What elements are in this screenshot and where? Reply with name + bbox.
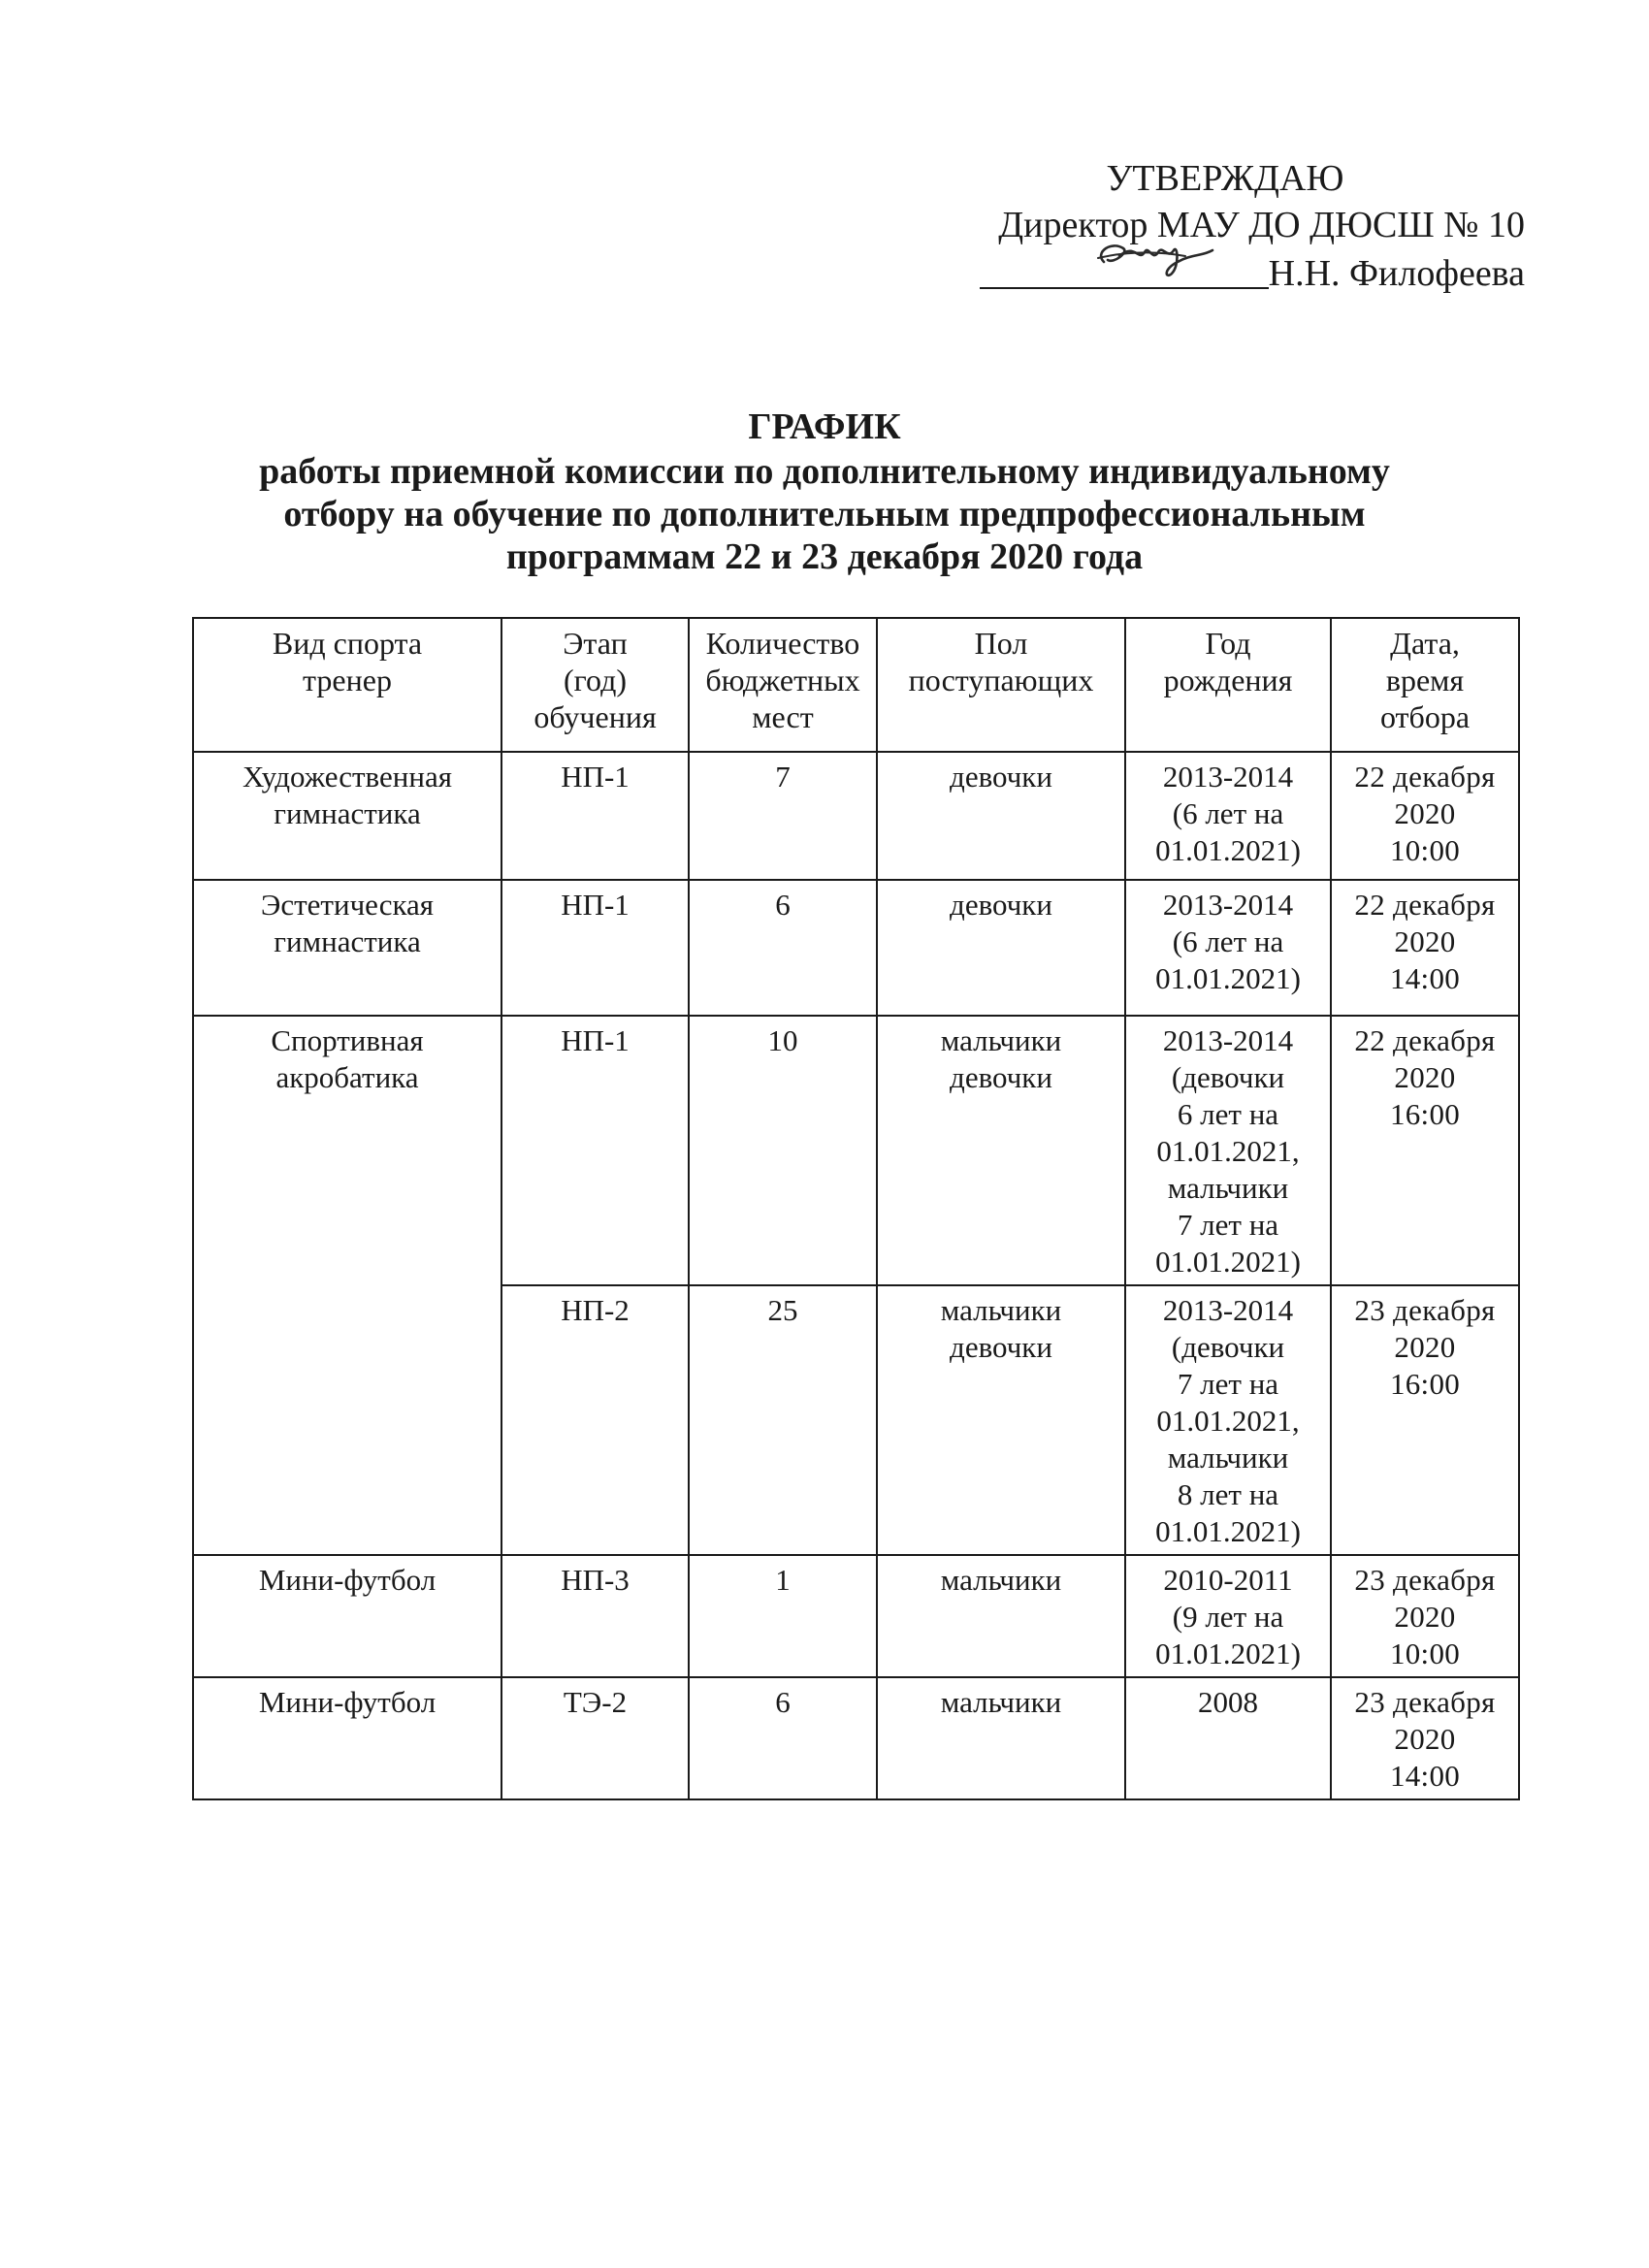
- cell-date-time: 22 декабря 2020 10:00: [1331, 752, 1519, 880]
- cell-stage: НП-1: [501, 880, 689, 1016]
- header-stage: Этап (год) обучения: [501, 618, 689, 752]
- cell-seats: 6: [689, 1677, 877, 1799]
- cell-stage: ТЭ-2: [501, 1677, 689, 1799]
- signature-icon: [1084, 223, 1220, 285]
- cell-sport: Эстетическая гимнастика: [193, 880, 501, 1016]
- approval-block: [904, 155, 1525, 297]
- cell-date-time: 23 декабря 2020 16:00: [1331, 1285, 1519, 1555]
- approval-title: УТВЕРЖДАЮ: [1106, 158, 1344, 199]
- document-title: ГРАФИК: [748, 406, 901, 447]
- cell-seats: 10: [689, 1016, 877, 1285]
- header-gender: Пол поступающих: [877, 618, 1125, 752]
- header-sport: Вид спорта тренер: [193, 618, 501, 752]
- document-subtitle-line-1: работы приемной комиссии по дополнительному индивидуальному: [259, 451, 1390, 492]
- table-row: [193, 1016, 1519, 1285]
- cell-birth-year: 2013-2014 (6 лет на 01.01.2021): [1125, 880, 1331, 1016]
- header-seats: Количество бюджетных мест: [689, 618, 877, 752]
- signature-line: [980, 248, 1269, 289]
- document-subtitle-line-3: программам 22 и 23 декабря 2020 года: [505, 536, 1144, 577]
- cell-date-time: 23 декабря 2020 10:00: [1331, 1555, 1519, 1677]
- cell-birth-year: 2008: [1125, 1677, 1331, 1799]
- cell-date-time: 22 декабря 2020 16:00: [1331, 1016, 1519, 1285]
- table-row: [193, 1555, 1519, 1677]
- cell-sport: Спортивная акробатика: [193, 1016, 501, 1555]
- cell-date-time: 22 декабря 2020 14:00: [1331, 880, 1519, 1016]
- cell-stage: НП-1: [501, 1016, 689, 1285]
- cell-stage: НП-3: [501, 1555, 689, 1677]
- cell-sport: Художественная гимнастика: [193, 752, 501, 880]
- cell-birth-year: 2010-2011 (9 лет на 01.01.2021): [1125, 1555, 1331, 1677]
- approval-position: Директор МАУ ДО ДЮСШ № 10: [998, 205, 1525, 245]
- cell-birth-year: 2013-2014 (6 лет на 01.01.2021): [1125, 752, 1331, 880]
- cell-seats: 25: [689, 1285, 877, 1555]
- cell-gender: мальчики: [877, 1677, 1125, 1799]
- cell-gender: девочки: [877, 880, 1125, 1016]
- table-row: [193, 880, 1519, 1016]
- cell-birth-year: 2013-2014 (девочки 6 лет на 01.01.2021, мальчики 7 лет на 01.01.2021): [1125, 1016, 1331, 1285]
- cell-birth-year: 2013-2014 (девочки 7 лет на 01.01.2021, мальчики 8 лет на 01.01.2021): [1125, 1285, 1331, 1555]
- cell-seats: 7: [689, 752, 877, 880]
- cell-seats: 1: [689, 1555, 877, 1677]
- document-subtitle-line-2: отбору на обучение по дополнительным предпрофессиональным: [283, 494, 1366, 535]
- cell-gender: мальчики девочки: [877, 1016, 1125, 1285]
- header-date-time: Дата, время отбора: [1331, 618, 1519, 752]
- schedule-table: [192, 617, 1520, 1800]
- cell-gender: девочки: [877, 752, 1125, 880]
- cell-sport: Мини-футбол: [193, 1555, 501, 1677]
- cell-gender: мальчики: [877, 1555, 1125, 1677]
- header-birth-year: Год рождения: [1125, 618, 1331, 752]
- cell-stage: НП-2: [501, 1285, 689, 1555]
- cell-seats: 6: [689, 880, 877, 1016]
- cell-date-time: 23 декабря 2020 14:00: [1331, 1677, 1519, 1799]
- signature-row: [904, 248, 1525, 297]
- signatory-name: Н.Н. Филофеева: [1268, 253, 1525, 294]
- cell-gender: мальчики девочки: [877, 1285, 1125, 1555]
- document-header: [0, 405, 1649, 578]
- cell-sport: Мини-футбол: [193, 1677, 501, 1799]
- cell-stage: НП-1: [501, 752, 689, 880]
- table-row: [193, 1677, 1519, 1799]
- table-row: [193, 752, 1519, 880]
- table-header-row: [193, 618, 1519, 752]
